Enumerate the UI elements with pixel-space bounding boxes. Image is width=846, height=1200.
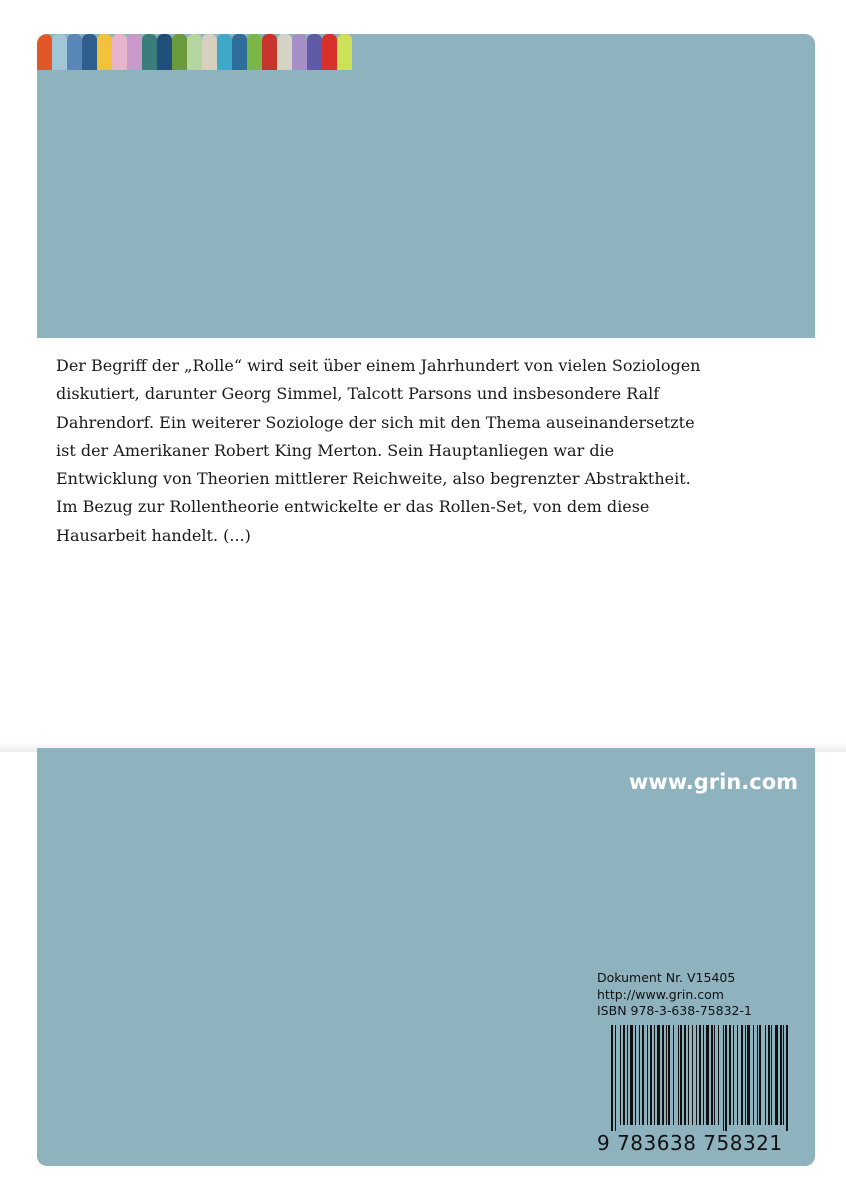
blurb-line: Entwicklung von Theorien mittlerer Reichweite, also begrenzter Abstraktheit. (56, 469, 691, 489)
isbn-barcode (597, 1025, 795, 1164)
blurb-line: diskutiert, darunter Georg Simmel, Talcott Parsons und insbesondere Ralf (56, 384, 660, 404)
blurb-line: ist der Amerikaner Robert King Merton. Sein Hauptanliegen war die (56, 440, 615, 460)
blurb-line: Im Bezug zur Rollentheorie entwickelte er das Rollen-Set, von dem diese (56, 497, 650, 517)
color-stripes (37, 34, 352, 70)
publisher-website: www.grin.com (628, 770, 798, 794)
book-blurb (56, 352, 706, 550)
color-stripe (37, 34, 52, 70)
color-stripe (217, 34, 232, 70)
color-stripe (277, 34, 292, 70)
color-stripe (187, 34, 202, 70)
color-stripe (322, 34, 337, 70)
blurb-line: Hausarbeit handelt. (...) (56, 525, 251, 545)
color-stripe (232, 34, 247, 70)
color-stripe (247, 34, 262, 70)
isbn: ISBN 978-3-638-75832-1 (597, 1003, 752, 1018)
blurb-line: Dahrendorf. Ein weiterer Soziologe der sich mit den Thema auseinandersetzte (56, 412, 695, 432)
barcode-digits: 9 783638 758321 (597, 1131, 783, 1155)
blurb-line: Der Begriff der „Rolle“ wird seit über einem Jahrhundert von vielen Soziologen (56, 356, 701, 375)
color-stripe (82, 34, 97, 70)
color-stripe (127, 34, 142, 70)
document-number: Dokument Nr. V15405 (597, 970, 736, 985)
barcode-bars (597, 1025, 795, 1131)
color-stripe (202, 34, 217, 70)
publication-info (597, 970, 752, 1020)
color-stripe (112, 34, 127, 70)
color-stripe (67, 34, 82, 70)
color-stripe (307, 34, 322, 70)
color-stripe (97, 34, 112, 70)
color-stripe (292, 34, 307, 70)
cover-top-panel (37, 34, 815, 338)
publisher-url: http://www.grin.com (597, 986, 724, 1002)
color-stripe (142, 34, 157, 70)
color-stripe (172, 34, 187, 70)
color-stripe (337, 34, 352, 70)
color-stripe (262, 34, 277, 70)
color-stripe (157, 34, 172, 70)
color-stripe (52, 34, 67, 70)
